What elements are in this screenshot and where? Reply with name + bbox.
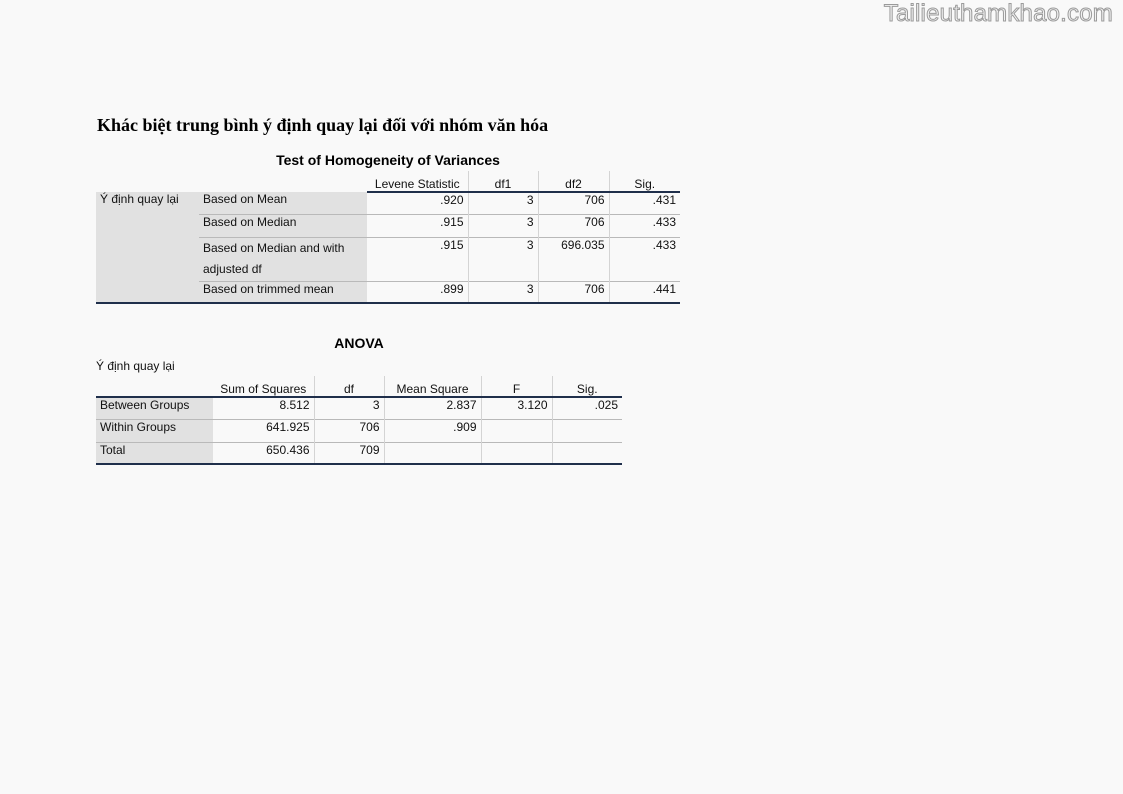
row-label: Based on Median and with adjusted df — [199, 237, 367, 281]
anova-dependent-label: Ý định quay lại — [96, 359, 175, 373]
cell: 3 — [468, 281, 538, 303]
anova-col-header: Mean Square — [384, 376, 481, 397]
cell — [481, 442, 552, 464]
anova-table — [96, 376, 622, 465]
cell: 8.512 — [279, 398, 310, 412]
row-label: Based on Median — [199, 214, 367, 237]
cell: 706 — [538, 192, 609, 214]
cell: .899 — [367, 281, 468, 303]
cell: 3 — [468, 214, 538, 237]
cell — [552, 442, 622, 464]
cell — [481, 419, 552, 442]
page-heading: Khác biệt trung bình ý định quay lại đối với nhóm văn hóa — [97, 115, 549, 135]
levene-col-header: Sig. — [609, 171, 680, 192]
levene-col-header: Levene Statistic — [367, 171, 468, 192]
cell: .915 — [367, 214, 468, 237]
table-row — [96, 397, 622, 419]
cell: 696.035 — [538, 237, 609, 281]
levene-col-header: df1 — [468, 171, 538, 192]
cell: .909 — [384, 419, 481, 442]
anova-table-title: ANOVA — [334, 335, 384, 351]
anova-col-header: F — [481, 376, 552, 397]
row-label: Within Groups — [96, 419, 213, 442]
cell: 706 — [314, 419, 384, 442]
cell: .433 — [609, 214, 680, 237]
row-label: Total — [96, 442, 213, 464]
cell: 650.436 — [213, 442, 314, 464]
cell: 3 — [468, 237, 538, 281]
cell: .920 — [440, 193, 464, 207]
table-row — [96, 442, 622, 464]
row-label: Based on Mean — [199, 192, 367, 214]
anova-col-header: Sig. — [552, 376, 622, 397]
cell: .025 — [552, 397, 622, 419]
cell: 3.120 — [481, 397, 552, 419]
cell: .433 — [609, 237, 680, 281]
anova-col-header: df — [314, 376, 384, 397]
anova-col-header: Sum of Squares — [213, 376, 314, 397]
cell — [384, 442, 481, 464]
cell — [552, 419, 622, 442]
cell: .441 — [609, 281, 680, 303]
cell: 706 — [538, 214, 609, 237]
table-row — [96, 192, 680, 214]
row-label: Between Groups — [96, 397, 213, 419]
table-row — [96, 419, 622, 442]
levene-table — [96, 171, 680, 304]
levene-col-header: df2 — [538, 171, 609, 192]
cell: 3 — [468, 192, 538, 214]
cell: 706 — [538, 281, 609, 303]
levene-table-title: Test of Homogeneity of Variances — [276, 152, 500, 168]
cell: .431 — [609, 192, 680, 214]
cell: .915 — [367, 237, 468, 281]
cell: 2.837 — [384, 397, 481, 419]
group-label: Ý định quay lại — [96, 192, 199, 303]
cell: 641.925 — [213, 419, 314, 442]
watermark-text: Tailieuthamkhao.com — [883, 0, 1113, 27]
cell: 709 — [314, 442, 384, 464]
row-label: Based on trimmed mean — [199, 281, 367, 303]
cell: 3 — [314, 397, 384, 419]
